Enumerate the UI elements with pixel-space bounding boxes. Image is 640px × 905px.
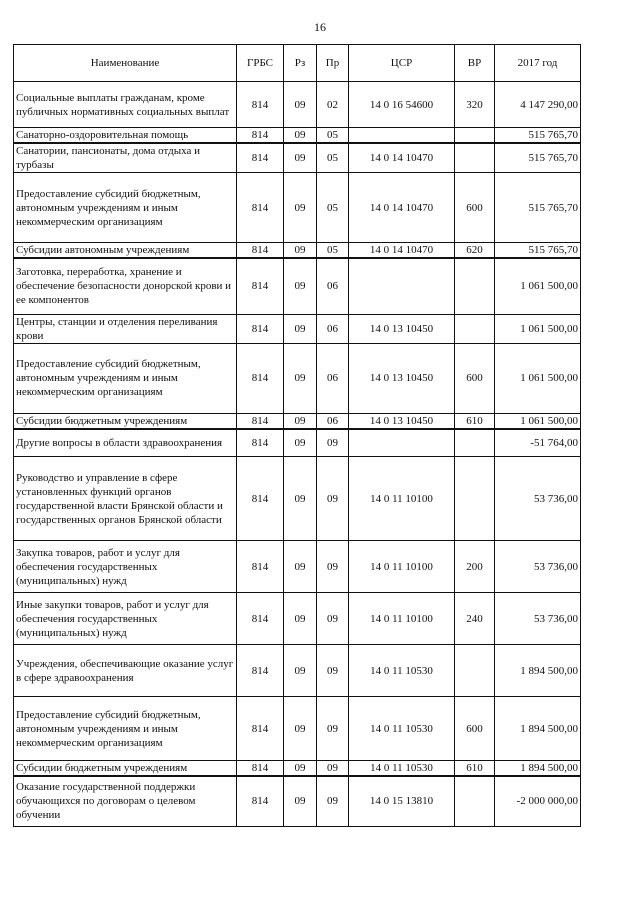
row-rz: 09 <box>284 243 317 259</box>
row-name: Другие вопросы в области здравоохранения <box>14 429 237 457</box>
row-sum: 1 894 500,00 <box>495 697 581 761</box>
table-row <box>14 593 581 645</box>
row-csr: 14 0 14 10470 <box>349 173 455 243</box>
row-pr: 02 <box>317 82 349 128</box>
table-row <box>14 457 581 541</box>
row-vr <box>455 429 495 457</box>
row-name: Субсидии автономным учреждениям <box>14 243 237 259</box>
row-sum: 515 765,70 <box>495 128 581 144</box>
row-csr: 14 0 13 10450 <box>349 413 455 429</box>
row-sum: 1 061 500,00 <box>495 343 581 413</box>
row-rz: 09 <box>284 314 317 343</box>
row-vr <box>455 457 495 541</box>
row-pr: 09 <box>317 761 349 777</box>
row-vr: 600 <box>455 173 495 243</box>
row-vr: 600 <box>455 697 495 761</box>
row-rz: 09 <box>284 541 317 593</box>
row-sum: 515 765,70 <box>495 243 581 259</box>
row-pr: 09 <box>317 697 349 761</box>
row-pr: 06 <box>317 343 349 413</box>
row-grbs: 814 <box>237 457 284 541</box>
table-row <box>14 697 581 761</box>
header-vr: ВР <box>455 45 495 82</box>
row-sum: 53 736,00 <box>495 541 581 593</box>
row-csr: 14 0 11 10100 <box>349 541 455 593</box>
row-name: Центры, станции и отделения переливания крови <box>14 314 237 343</box>
row-grbs: 814 <box>237 413 284 429</box>
row-sum: 53 736,00 <box>495 457 581 541</box>
row-rz: 09 <box>284 697 317 761</box>
row-name: Предоставление субсидий бюджетным, автономным учреждениям и иным некоммерческим организациям <box>14 697 237 761</box>
row-sum: 1 061 500,00 <box>495 258 581 314</box>
table-row <box>14 761 581 777</box>
row-csr: 14 0 14 10470 <box>349 143 455 173</box>
row-rz: 09 <box>284 457 317 541</box>
row-grbs: 814 <box>237 128 284 144</box>
row-csr: 14 0 16 54600 <box>349 82 455 128</box>
row-grbs: 814 <box>237 343 284 413</box>
row-pr: 05 <box>317 173 349 243</box>
row-sum: 515 765,70 <box>495 143 581 173</box>
table-header-row <box>14 45 581 82</box>
row-grbs: 814 <box>237 541 284 593</box>
row-pr: 09 <box>317 429 349 457</box>
row-name: Заготовка, переработка, хранение и обеспечение безопасности донорской крови и ее компонентов <box>14 258 237 314</box>
row-name: Руководство и управление в сфере установленных функций органов государственной власти Брянской области и государственных органов Брянской области <box>14 457 237 541</box>
row-name: Санаторно-оздоровительная помощь <box>14 128 237 144</box>
row-csr: 14 0 11 10100 <box>349 457 455 541</box>
row-name: Субсидии бюджетным учреждениям <box>14 761 237 777</box>
table-row <box>14 258 581 314</box>
row-name: Учреждения, обеспечивающие оказание услуг в сфере здравоохранения <box>14 645 237 697</box>
row-vr <box>455 776 495 826</box>
row-pr: 09 <box>317 457 349 541</box>
table-row <box>14 343 581 413</box>
row-name: Предоставление субсидий бюджетным, автономным учреждениям и иным некоммерческим организациям <box>14 173 237 243</box>
row-csr: 14 0 13 10450 <box>349 314 455 343</box>
row-csr <box>349 258 455 314</box>
row-vr <box>455 314 495 343</box>
row-vr: 320 <box>455 82 495 128</box>
row-sum: 515 765,70 <box>495 173 581 243</box>
row-grbs: 814 <box>237 593 284 645</box>
row-pr: 05 <box>317 243 349 259</box>
row-vr <box>455 645 495 697</box>
header-year: 2017 год <box>495 45 581 82</box>
row-rz: 09 <box>284 173 317 243</box>
row-pr: 06 <box>317 314 349 343</box>
row-grbs: 814 <box>237 258 284 314</box>
row-name: Социальные выплаты гражданам, кроме публичных нормативных социальных выплат <box>14 82 237 128</box>
row-grbs: 814 <box>237 173 284 243</box>
row-grbs: 814 <box>237 143 284 173</box>
row-grbs: 814 <box>237 243 284 259</box>
row-name: Санатории, пансионаты, дома отдыха и турбазы <box>14 143 237 173</box>
row-csr: 14 0 15 13810 <box>349 776 455 826</box>
row-rz: 09 <box>284 429 317 457</box>
row-csr <box>349 429 455 457</box>
row-grbs: 814 <box>237 697 284 761</box>
row-sum: 53 736,00 <box>495 593 581 645</box>
row-vr: 610 <box>455 761 495 777</box>
row-grbs: 814 <box>237 429 284 457</box>
row-sum: -51 764,00 <box>495 429 581 457</box>
table-row <box>14 143 581 173</box>
row-csr: 14 0 11 10530 <box>349 697 455 761</box>
row-pr: 06 <box>317 413 349 429</box>
row-pr: 06 <box>317 258 349 314</box>
row-sum: 1 894 500,00 <box>495 645 581 697</box>
row-pr: 05 <box>317 143 349 173</box>
row-grbs: 814 <box>237 82 284 128</box>
row-vr <box>455 128 495 144</box>
row-grbs: 814 <box>237 314 284 343</box>
page-number: 16 <box>314 20 326 34</box>
row-rz: 09 <box>284 413 317 429</box>
row-rz: 09 <box>284 343 317 413</box>
row-rz: 09 <box>284 761 317 777</box>
row-sum: 1 061 500,00 <box>495 413 581 429</box>
row-csr: 14 0 11 10530 <box>349 761 455 777</box>
row-csr: 14 0 14 10470 <box>349 243 455 259</box>
row-rz: 09 <box>284 593 317 645</box>
row-sum: 1 061 500,00 <box>495 314 581 343</box>
row-pr: 09 <box>317 645 349 697</box>
header-grbs: ГРБС <box>237 45 284 82</box>
header-csr: ЦСР <box>349 45 455 82</box>
header-pr: Пр <box>317 45 349 82</box>
row-grbs: 814 <box>237 645 284 697</box>
row-vr: 610 <box>455 413 495 429</box>
row-name: Оказание государственной поддержки обучающихся по договорам о целевом обучении <box>14 776 237 826</box>
table-row <box>14 82 581 128</box>
row-rz: 09 <box>284 645 317 697</box>
row-csr: 14 0 11 10530 <box>349 645 455 697</box>
table-row <box>14 128 581 144</box>
row-rz: 09 <box>284 143 317 173</box>
row-rz: 09 <box>284 128 317 144</box>
row-rz: 09 <box>284 82 317 128</box>
row-name: Закупка товаров, работ и услуг для обеспечения государственных (муниципальных) нужд <box>14 541 237 593</box>
row-vr: 620 <box>455 243 495 259</box>
row-pr: 09 <box>317 776 349 826</box>
header-name: Наименование <box>14 45 237 82</box>
table-row <box>14 541 581 593</box>
row-csr: 14 0 11 10100 <box>349 593 455 645</box>
row-vr <box>455 258 495 314</box>
row-sum: 4 147 290,00 <box>495 82 581 128</box>
table-row <box>14 776 581 826</box>
row-rz: 09 <box>284 258 317 314</box>
row-csr <box>349 128 455 144</box>
table-row <box>14 243 581 259</box>
row-pr: 09 <box>317 541 349 593</box>
row-csr: 14 0 13 10450 <box>349 343 455 413</box>
row-name: Субсидии бюджетным учреждениям <box>14 413 237 429</box>
row-name: Предоставление субсидий бюджетным, автономным учреждениям и иным некоммерческим организациям <box>14 343 237 413</box>
table-row <box>14 645 581 697</box>
budget-table <box>13 44 581 827</box>
row-grbs: 814 <box>237 761 284 777</box>
row-vr: 600 <box>455 343 495 413</box>
header-rz: Рз <box>284 45 317 82</box>
row-grbs: 814 <box>237 776 284 826</box>
row-pr: 09 <box>317 593 349 645</box>
row-vr: 240 <box>455 593 495 645</box>
row-pr: 05 <box>317 128 349 144</box>
row-sum: 1 894 500,00 <box>495 761 581 777</box>
table-row <box>14 173 581 243</box>
row-name: Иные закупки товаров, работ и услуг для обеспечения государственных (муниципальных) нужд <box>14 593 237 645</box>
table-row <box>14 413 581 429</box>
row-rz: 09 <box>284 776 317 826</box>
table-row <box>14 429 581 457</box>
table-row <box>14 314 581 343</box>
row-sum: -2 000 000,00 <box>495 776 581 826</box>
row-vr: 200 <box>455 541 495 593</box>
row-vr <box>455 143 495 173</box>
